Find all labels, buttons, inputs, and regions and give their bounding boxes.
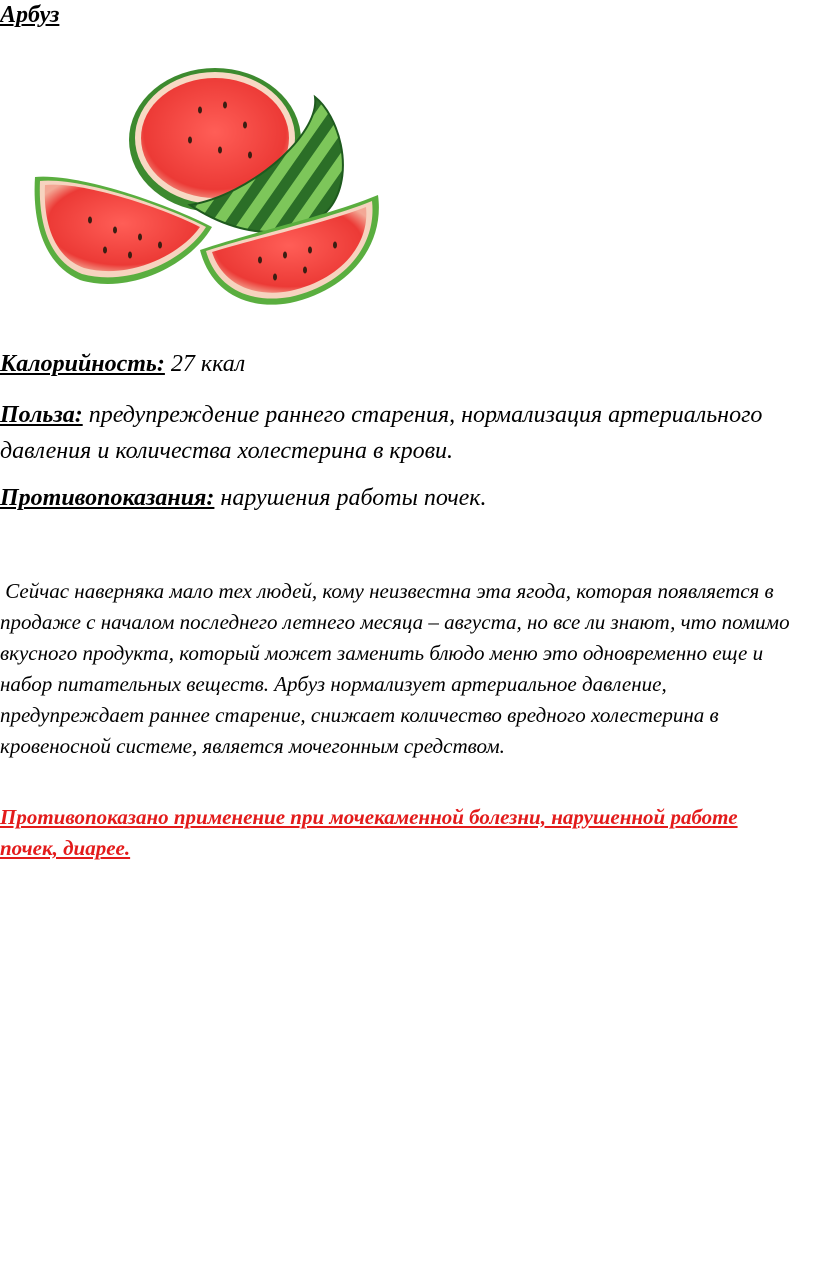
contraindications-label: Противопоказания: <box>0 485 215 511</box>
benefit-value: предупреждение раннего старения, нормализация артериального давления и количества холестерина в крови. <box>0 402 763 464</box>
watermelon-illustration <box>20 55 400 325</box>
calories-value: 27 ккал <box>170 351 246 377</box>
benefit-fact <box>0 397 780 469</box>
description-paragraph <box>0 576 816 762</box>
contraindications-fact <box>0 480 780 516</box>
document-title: Арбуз <box>0 2 60 28</box>
benefit-label: Польза: <box>0 402 83 428</box>
calories-label: Калорийность: <box>0 351 165 377</box>
contraindications-value: нарушения работы почек. <box>220 485 487 511</box>
description-text: Сейчас наверняка мало тех людей, кому неизвестна эта ягода, которая появляется в продаже с началом последнего летнего месяца – августа, но все ли знают, что помимо вкусного продукта, который может заменить блюдо меню это одновременно еще и набор питательных веществ. Арбуз нормализует артериальное давление, предупреждает раннее старение, снижает количество вредного холестерина в кровеносной системе, является мочегонным средством. <box>0 579 790 758</box>
calories-fact <box>0 346 780 382</box>
warning-paragraph: Противопоказано применение при мочекаменной болезни, нарушенной работе почек, диарее. <box>0 805 738 860</box>
